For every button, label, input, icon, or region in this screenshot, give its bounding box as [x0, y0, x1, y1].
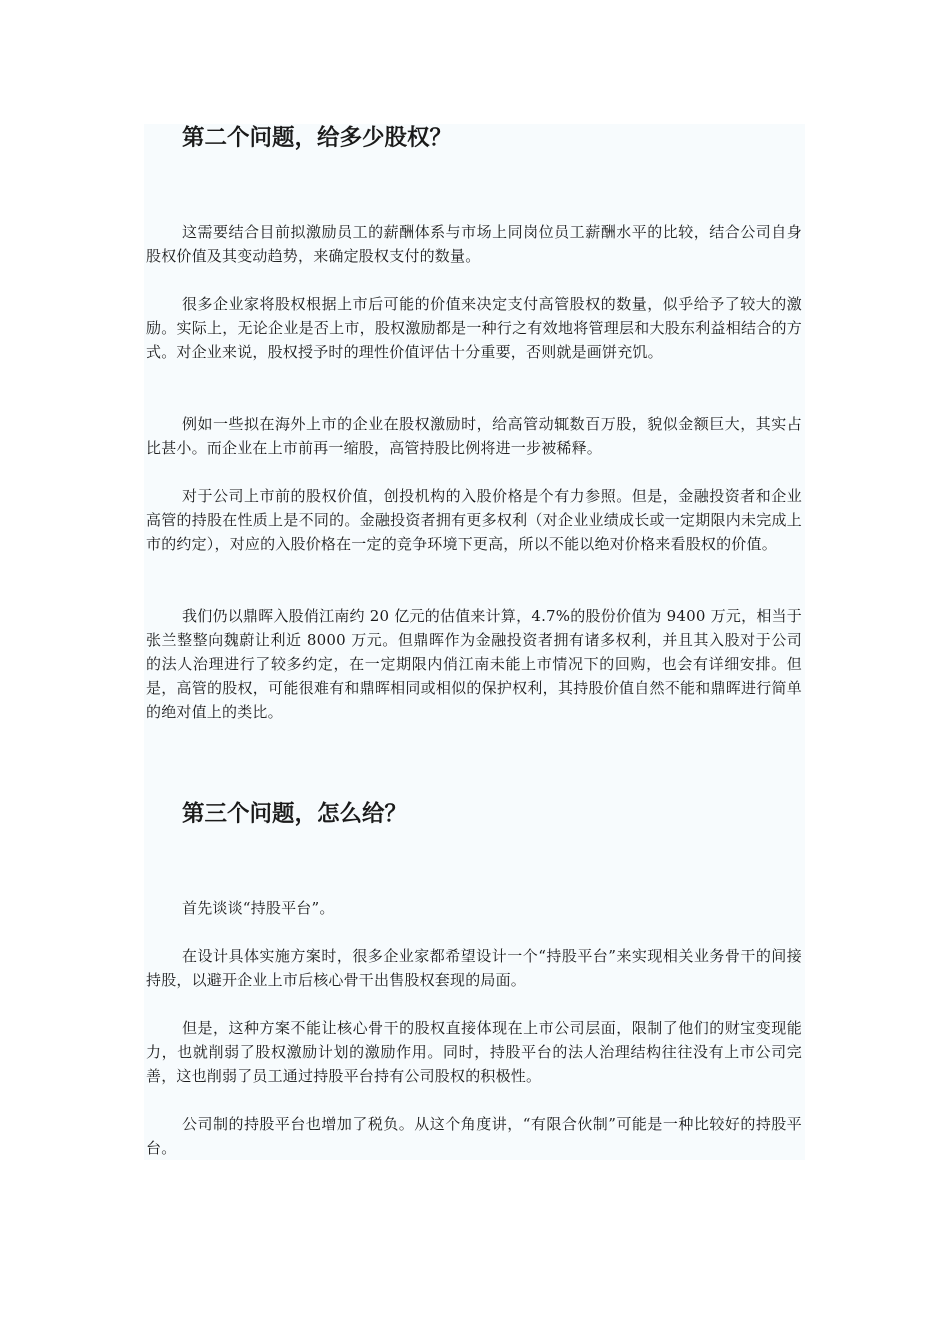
- paragraph: 对于公司上市前的股权价值，创投机构的入股价格是个有力参照。但是，金融投资者和企业高管的持股在性质上是不同的。金融投资者拥有更多权利（对企业业绩成长或一定期限内未完成上市的约定），对应的入股价格在一定的竞争环境下更高，所以不能以绝对价格来看股权的价值。: [146, 487, 802, 553]
- paragraph: 我们仍以鼎晖入股俏江南约 20 亿元的估值来计算，4.7%的股份价值为 9400 万元，相当于张兰整整向魏蔚让利近 8000 万元。但鼎晖作为金融投资者拥有诸多权利，并且其入股对于公司的法人治理进行了较多约定，在一定期限内俏江南未能上市情况下的回购，也会有详细安排。但是，高管的股权，可能很难有和鼎晖相同或相似的保护权利，其持股价值自然不能和鼎晖进行简单的绝对值上的类比。: [146, 607, 802, 721]
- section-heading-3: 第三个问题，怎么给？: [182, 801, 408, 827]
- section-heading-2: 第二个问题，给多少股权？: [182, 125, 453, 151]
- paragraph: 公司制的持股平台也增加了税负。从这个角度讲，“有限合伙制”可能是一种比较好的持股平台。: [146, 1115, 802, 1157]
- paragraph: 首先谈谈“持股平台”。: [182, 899, 335, 917]
- paragraph: 但是，这种方案不能让核心骨干的股权直接体现在上市公司层面，限制了他们的财宝变现能力，也就削弱了股权激励计划的激励作用。同时，持股平台的法人治理结构往往没有上市公司完善，这也削弱了员工通过持股平台持有公司股权的积极性。: [146, 1019, 802, 1085]
- paragraph: 在设计具体实施方案时，很多企业家都希望设计一个“持股平台”来实现相关业务骨干的间接持股，以避开企业上市后核心骨干出售股权套现的局面。: [146, 947, 802, 989]
- article-body: [144, 124, 805, 1160]
- paragraph: 例如一些拟在海外上市的企业在股权激励时，给高管动辄数百万股，貌似金额巨大，其实占比甚小。而企业在上市前再一缩股，高管持股比例将进一步被稀释。: [146, 415, 802, 457]
- paragraph: 很多企业家将股权根据上市后可能的价值来决定支付高管股权的数量，似乎给予了较大的激励。实际上，无论企业是否上市，股权激励都是一种行之有效地将管理层和大股东利益相结合的方式。对企业来说，股权授予时的理性价值评估十分重要，否则就是画饼充饥。: [146, 295, 802, 361]
- paragraph: 这需要结合目前拟激励员工的薪酬体系与市场上同岗位员工薪酬水平的比较，结合公司自身股权价值及其变动趋势，来确定股权支付的数量。: [146, 223, 802, 265]
